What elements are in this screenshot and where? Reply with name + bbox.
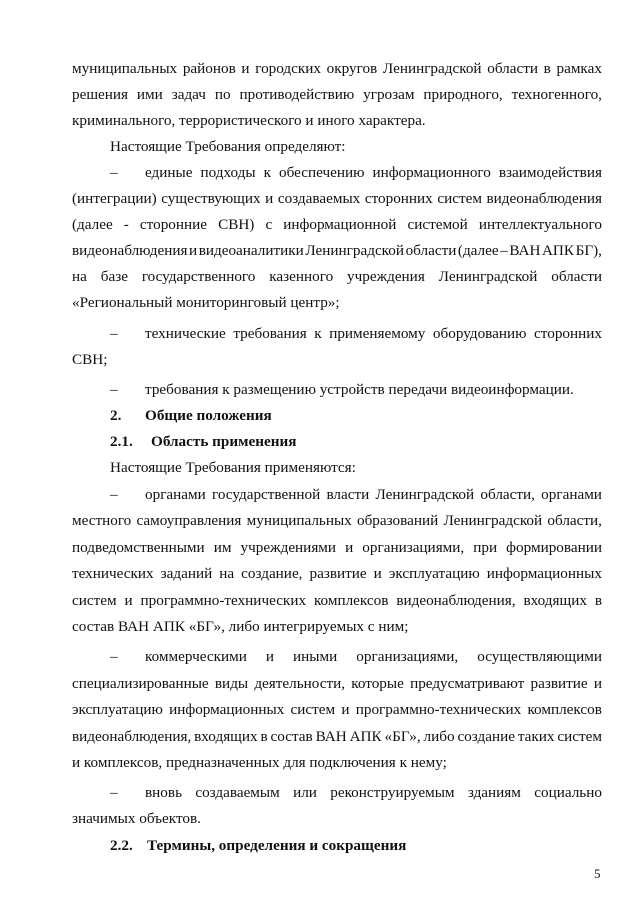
section-heading: Термины, определения и сокращения <box>147 837 407 854</box>
paragraph-line: (интеграции) существующих и создаваемых сторонних систем видеонаблюдения <box>72 190 602 207</box>
list-item-line: требования к размещению устройств передачи видеоинформации. <box>145 381 574 398</box>
paragraph-line: решения ими задач по противодействию угрозам природного, техногенного, <box>72 86 602 103</box>
list-dash: – <box>110 164 118 181</box>
list-item-line: органами государственной власти Ленинградской области, органами <box>145 486 602 503</box>
list-item-line: вновь создаваемым или реконструируемым зданиям социально <box>145 784 602 801</box>
paragraph-line: значимых объектов. <box>72 810 201 827</box>
list-dash: – <box>110 486 118 503</box>
paragraph-line: Настоящие Требования определяют: <box>110 138 346 155</box>
paragraph-line: и комплексов, предназначенных для подключения к нему; <box>72 754 447 771</box>
paragraph-line: на базе государственного казенного учреждения Ленинградской области <box>72 268 602 285</box>
paragraph-line: технических заданий на создание, развитие и эксплуатацию информационных <box>72 565 602 582</box>
section-number: 2.1. <box>110 433 133 450</box>
section-number: 2.2. <box>110 837 133 854</box>
list-item-line: единые подходы к обеспечению информационного взаимодействия <box>145 164 602 181</box>
page-number: 5 <box>594 866 601 881</box>
paragraph-line: эксплуатацию информационных систем и программно-технических комплексов <box>72 701 602 718</box>
list-dash: – <box>110 784 118 801</box>
list-item-line: коммерческими и иными организациями, осуществляющими <box>145 648 602 665</box>
section-heading: Область применения <box>151 433 297 450</box>
section-number: 2. <box>110 407 122 424</box>
section-heading: Общие положения <box>145 407 272 424</box>
list-item-line: технические требования к применяемому оборудованию сторонних <box>145 325 602 342</box>
paragraph-line: «Региональный мониторинговый центр»; <box>72 294 340 311</box>
paragraph-line: криминального, террористического и иного характера. <box>72 112 426 129</box>
paragraph-line: СВН; <box>72 351 108 368</box>
paragraph-line: видеонаблюдения и видеоаналитики Ленинградской области (далее – ВАН АПК БГ), <box>72 242 602 259</box>
list-dash: – <box>110 381 118 398</box>
paragraph-line: систем и программно-технических комплексов видеонаблюдения, входящих в <box>72 592 602 609</box>
list-dash: – <box>110 325 118 342</box>
paragraph-line: видеонаблюдения, входящих в состав ВАН АПК «БГ», либо создание таких систем <box>72 728 602 745</box>
paragraph-line: местного самоуправления муниципальных образований Ленинградской области, <box>72 512 602 529</box>
paragraph-line: состав ВАН АПК «БГ», либо интегрируемых с ним; <box>72 618 409 635</box>
paragraph-line: (далее - сторонние СВН) с информационной системой интеллектуального <box>72 216 602 233</box>
paragraph-line: специализированные виды деятельности, которые предусматривают развитие и <box>72 675 602 692</box>
list-dash: – <box>110 648 118 665</box>
paragraph-line: Настоящие Требования применяются: <box>110 459 356 476</box>
paragraph-line: муниципальных районов и городских округов Ленинградской области в рамках <box>72 60 602 77</box>
paragraph-line: подведомственными им учреждениями и организациями, при формировании <box>72 539 602 556</box>
